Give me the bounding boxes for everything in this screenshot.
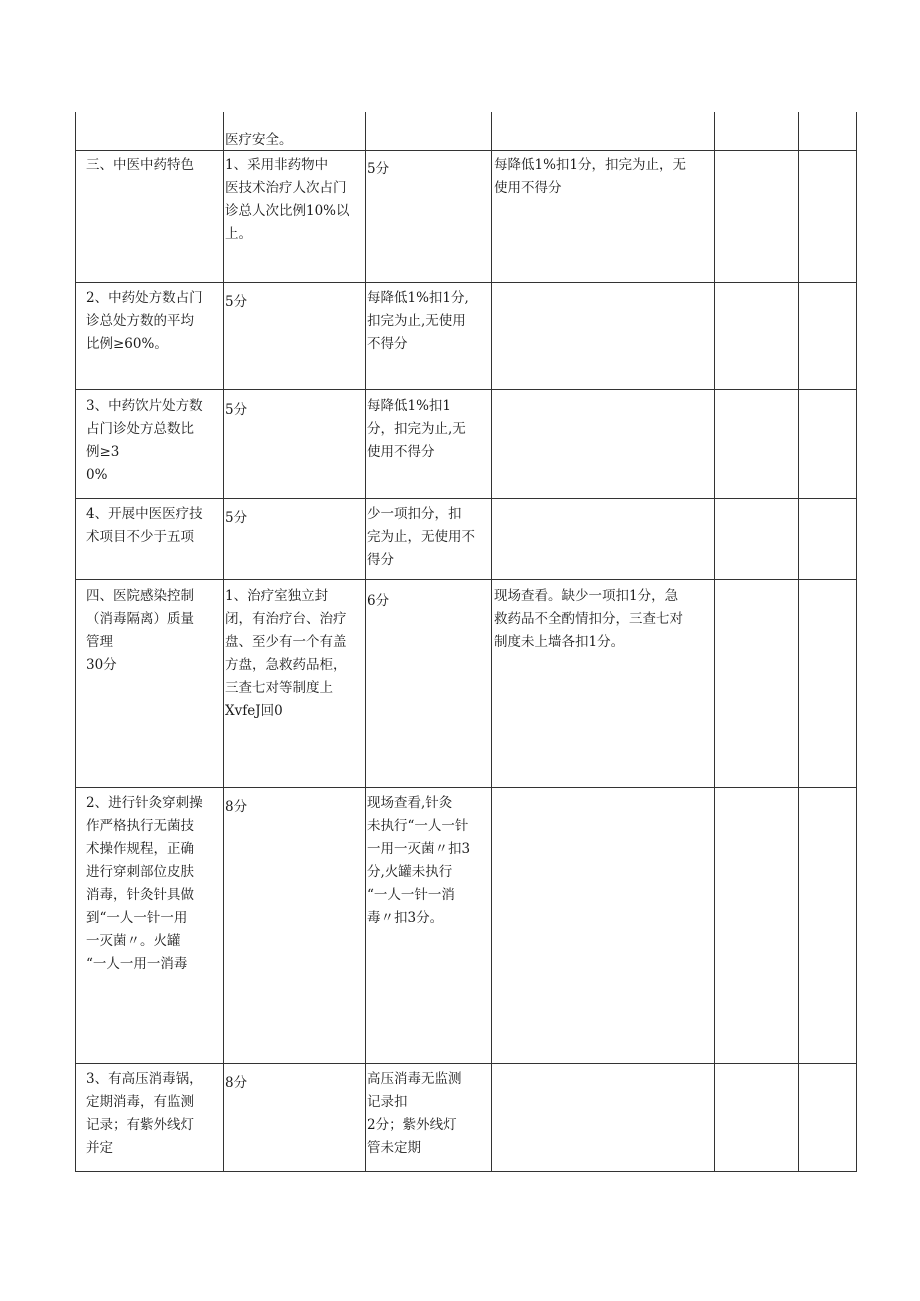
table-cell-score: 现场查看,针灸 未执行“一人一针 一用一灭菌〃扣3 分,火罐未执行 “一人一针一消 毒〃扣3分。	[367, 795, 471, 926]
row-divider	[75, 579, 857, 580]
table-cell-score: 每降低1%扣1分, 扣完为止,无使用 不得分	[367, 290, 469, 352]
table-cell-item: 3、中药饮片处方数 占门诊处方总数比 例≥3 0%	[86, 398, 203, 483]
table-cell-score: 高压消毒无监测 记录扣 2分；紫外线灯 管未定期	[367, 1071, 462, 1156]
table-cell-score: 5分	[367, 161, 390, 177]
row-divider	[75, 282, 857, 283]
table-cell-item: 3、有高压消毒锅， 定期消毒，有监测 记录；有紫外线灯 并定	[86, 1071, 203, 1156]
row-divider	[75, 150, 857, 151]
table-cell-item: 2、中药处方数占门 诊总处方数的平均 比例≥60%。	[86, 290, 203, 352]
table-cell-standard: 5分	[225, 402, 248, 418]
table-cell-method: 现场查看。缺少一项扣1分，急 救药品不全酌情扣分，三查七对 制度未上墙各扣1分。	[494, 588, 683, 650]
table-cell-standard: 1、治疗室独立封 闭，有治疗台、治疗 盘、至少有一个有盖 方盘，急救药品柜， 三查七对等制度上 XvfeJ回0	[225, 588, 347, 719]
table-border-bottom	[75, 1171, 857, 1172]
table-cell-standard: 8分	[225, 1075, 248, 1091]
column-divider	[798, 112, 799, 1172]
column-divider	[491, 112, 492, 1172]
table-cell-standard: 1、采用非药物中 医技术治疗人次占门 诊总人次比例10%以 上。	[225, 157, 350, 242]
table-cell-score: 少一项扣分，扣 完为止，无使用不 得分	[367, 506, 475, 568]
row-divider	[75, 787, 857, 788]
table-cell-standard: 8分	[225, 799, 248, 815]
table-cell-score: 每降低1%扣1 分，扣完为止,无 使用不得分	[367, 398, 466, 460]
table-border-left	[75, 112, 76, 1172]
table-cell-standard: 5分	[225, 294, 248, 310]
table-cell-method: 每降低1%扣1分，扣完为止，无 使用不得分	[494, 157, 687, 196]
row-divider	[75, 1063, 857, 1064]
table-border-right	[856, 112, 857, 1172]
table-cell-item: 四、医院感染控制 （消毒隔离）质量 管理 30分	[86, 588, 194, 673]
table-cell-standard: 5分	[225, 510, 248, 526]
column-divider	[365, 112, 366, 1172]
table-cell-score: 6分	[367, 593, 390, 609]
column-divider	[714, 112, 715, 1172]
column-divider	[223, 112, 224, 1172]
table-cell-standard: 医疗安全。	[225, 132, 293, 148]
table-cell-item: 2、进行针灸穿刺操 作严格执行无菌技 术操作规程，正确 进行穿刺部位皮肤 消毒，针灸针具做 到“一人一针一用 一灭菌〃。火罐 “一人一用一消毒	[86, 795, 203, 972]
row-divider	[75, 389, 857, 390]
table-cell-item: 三、中医中药特色	[86, 157, 194, 173]
table-cell-item: 4、开展中医医疗技 术项目不少于五项	[86, 506, 203, 545]
row-divider	[75, 498, 857, 499]
